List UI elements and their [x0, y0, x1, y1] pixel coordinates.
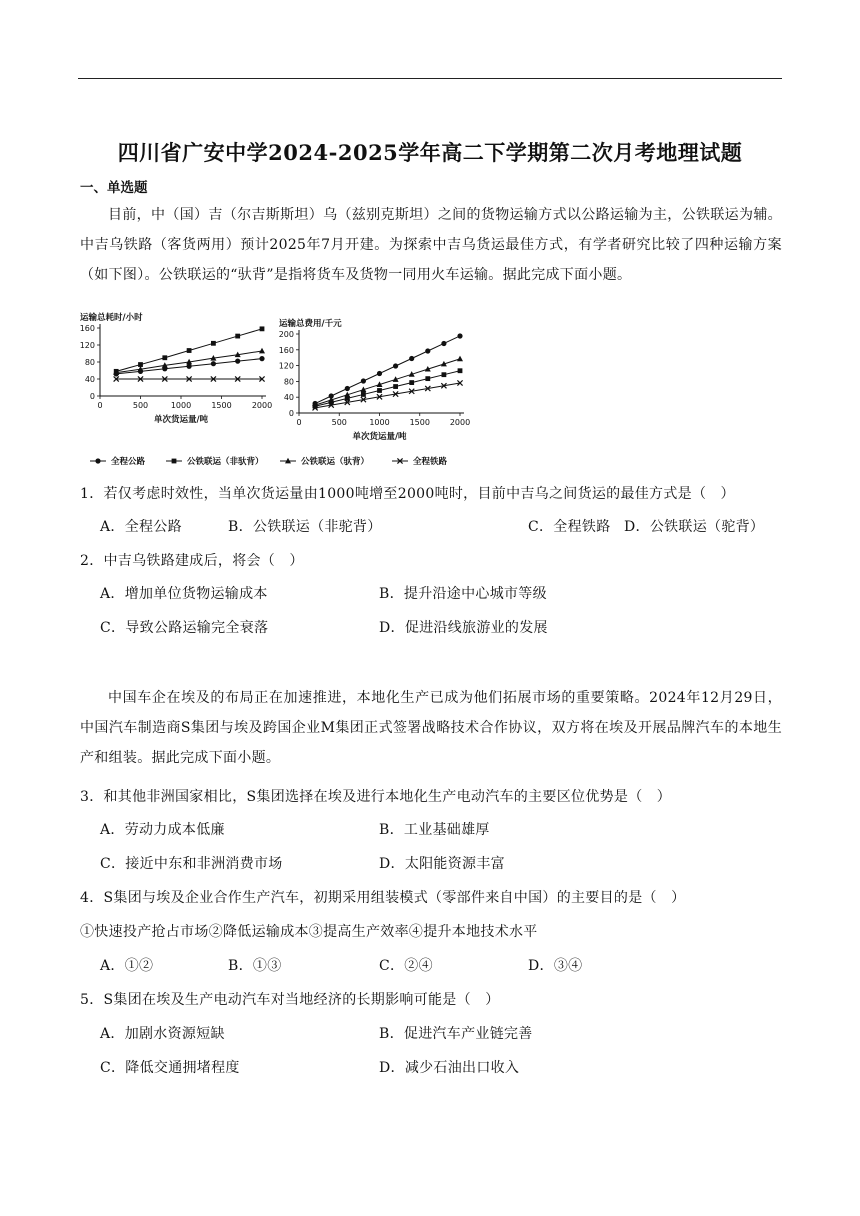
chart-1-point	[260, 326, 265, 331]
legend-marker	[95, 458, 100, 463]
chart-2-xtick-label: 1500	[409, 418, 430, 427]
page-title: 四川省广安中学2024-2025学年高二下学期第二次月考地理试题	[117, 140, 743, 165]
chart-1-point	[259, 348, 265, 354]
chart-2-point	[425, 376, 430, 381]
q1-option-a[interactable]: A．全程公路	[100, 519, 182, 535]
question-4-stem: 4．S集团与埃及企业合作生产汽车，初期采用组装模式（零部件来自中国）的主要目的是（ ）	[80, 890, 686, 906]
chart-1-ytick-label: 40	[84, 375, 95, 384]
legend-label: 公铁联运（驮背）	[301, 457, 370, 467]
q1-option-d[interactable]: D．公铁联运（驼背）	[624, 519, 765, 535]
chart-1-xlabel: 单次货运量/吨	[153, 415, 209, 425]
chart-2-point	[393, 384, 398, 389]
chart-1-ytick-label: 120	[79, 341, 95, 350]
chart-2-point	[345, 386, 350, 391]
q4-option-b[interactable]: B．①③	[228, 958, 282, 974]
q5-option-a[interactable]: A．加剧水资源短缺	[100, 1026, 225, 1042]
q5-option-b[interactable]: B．促进汽车产业链完善	[379, 1026, 533, 1042]
chart-2-ytick-label: 40	[283, 393, 294, 403]
question-3-stem: 3．和其他非洲国家相比，S集团选择在埃及进行本地化生产电动汽车的主要区位优势是（ ）	[80, 789, 672, 805]
chart-2-point	[377, 388, 382, 393]
q4-option-a[interactable]: A．①②	[100, 958, 154, 974]
chart-2-point	[425, 348, 430, 353]
q3-option-a[interactable]: A．劳动力成本低廉	[100, 822, 225, 838]
section-heading: 一、单选题	[80, 180, 148, 196]
chart-2-series-line	[315, 371, 460, 407]
chart-1-xtick-label: 1000	[170, 401, 192, 410]
chart-1-ytick-label: 160	[79, 324, 95, 333]
chart-1-xtick-label: 0	[97, 401, 103, 410]
chart-2-point	[409, 380, 414, 385]
chart-2-xlabel: 单次货运量/吨	[352, 432, 407, 442]
q1-option-c[interactable]: C．全程铁路	[528, 519, 611, 535]
chart-1-point	[162, 355, 167, 360]
q2-option-c[interactable]: C．导致公路运输完全衰落	[100, 620, 269, 636]
chart-2-ytick-label: 0	[288, 409, 294, 418]
chart-2-ytick-label: 120	[278, 361, 294, 371]
chart-2-ylabel: 运输总费用/千元	[279, 319, 342, 329]
q3-option-c[interactable]: C．接近中东和非洲消费市场	[100, 856, 283, 872]
question-2-stem: 2．中吉乌铁路建成后，将会（ ）	[80, 553, 304, 569]
question-4-statements: ①快速投产抢占市场②降低运输成本③提高生产效率④提升本地技术水平	[80, 924, 538, 940]
q2-option-d[interactable]: D．促进沿线旅游业的发展	[379, 620, 548, 636]
chart-2-point	[442, 372, 447, 377]
chart-2-ytick-label: 200	[278, 330, 294, 339]
legend-marker	[172, 459, 177, 464]
chart-1-point	[235, 359, 240, 364]
chart-2-point	[361, 378, 366, 383]
chart-1-ytick-label: 0	[89, 392, 95, 401]
q5-option-c[interactable]: C．降低交通拥堵程度	[100, 1060, 240, 1076]
chart-1-point	[259, 356, 264, 361]
chart-2-xtick-label: 2000	[449, 418, 471, 427]
chart-1-point	[211, 341, 216, 346]
question-5-stem: 5．S集团在埃及生产电动汽车对当地经济的长期影响可能是（ ）	[80, 992, 500, 1008]
chart-1-point	[235, 334, 240, 339]
passage-1: 目前，中（国）吉（尔吉斯斯坦）乌（兹别克斯坦）之间的货物运输方式以公路运输为主，公铁联运为辅。中吉乌铁路（客货两用）预计2025年7月开建。为探索中吉乌货运最佳方式，有学者研究比较了四种运输方案（如下图）。公铁联运的“驮背”是指将货车及货物一同用火车运输。据此完成下面小题。	[80, 207, 782, 283]
chart-2-point	[457, 333, 462, 338]
q3-option-b[interactable]: B．工业基础雄厚	[379, 822, 490, 838]
legend-label: 全程公路	[111, 457, 146, 467]
chart-2-series-line	[315, 359, 460, 405]
chart-2-xtick-label: 500	[331, 418, 347, 427]
chart-1-ylabel: 运输总耗时/小时	[80, 313, 143, 323]
chart-1-xtick-label: 1500	[211, 401, 232, 410]
chart-2-point	[409, 356, 414, 361]
legend-label: 全程铁路	[413, 457, 448, 467]
chart-2-series-line	[315, 383, 460, 408]
transport-charts	[76, 308, 496, 478]
q3-option-d[interactable]: D．太阳能资源丰富	[379, 856, 505, 872]
chart-2-ytick-label: 80	[283, 377, 294, 387]
q4-option-c[interactable]: C．②④	[379, 958, 433, 974]
header-rule	[78, 78, 782, 79]
passage-2: 中国车企在埃及的布局正在加速推进，本地化生产已成为他们拓展市场的重要策略。2024年12月29日，中国汽车制造商S集团与埃及跨国企业M集团正式签署战略技术合作协议，双方将在埃及开展品牌汽车的本地生产和组装。据此完成下面小题。	[80, 690, 782, 766]
q1-option-b[interactable]: B．公铁联运（非驼背）	[228, 519, 382, 535]
question-1-stem: 1．若仅考虑时效性，当单次货运量由1000吨增至2000吨时，目前中吉乌之间货运的最佳方式是（ ）	[80, 486, 735, 502]
chart-2-point	[457, 356, 463, 362]
chart-2-series-line	[315, 336, 460, 404]
chart-1-point	[211, 361, 216, 366]
legend-label: 公铁联运（非驮背）	[187, 457, 264, 467]
chart-1-xtick-label: 500	[132, 401, 149, 410]
chart-2-xtick-label: 1000	[369, 418, 390, 427]
chart-2-point	[458, 368, 463, 373]
q2-option-b[interactable]: B．提升沿途中心城市等级	[379, 586, 547, 602]
chart-2-xtick-label: 0	[296, 418, 302, 427]
chart-2-ytick-label: 160	[278, 345, 294, 355]
chart-1-point	[187, 364, 192, 369]
chart-2-point	[377, 371, 382, 376]
chart-2-point	[361, 392, 366, 397]
chart-2-point	[393, 363, 398, 368]
chart-1-ytick-label: 80	[84, 358, 95, 367]
chart-1-point	[187, 348, 192, 353]
q5-option-d[interactable]: D．减少石油出口收入	[379, 1060, 520, 1076]
chart-1-xtick-label: 2000	[251, 401, 273, 410]
q2-option-a[interactable]: A．增加单位货物运输成本	[100, 586, 268, 602]
q4-option-d[interactable]: D．③④	[528, 958, 583, 974]
chart-2-point	[441, 341, 446, 346]
